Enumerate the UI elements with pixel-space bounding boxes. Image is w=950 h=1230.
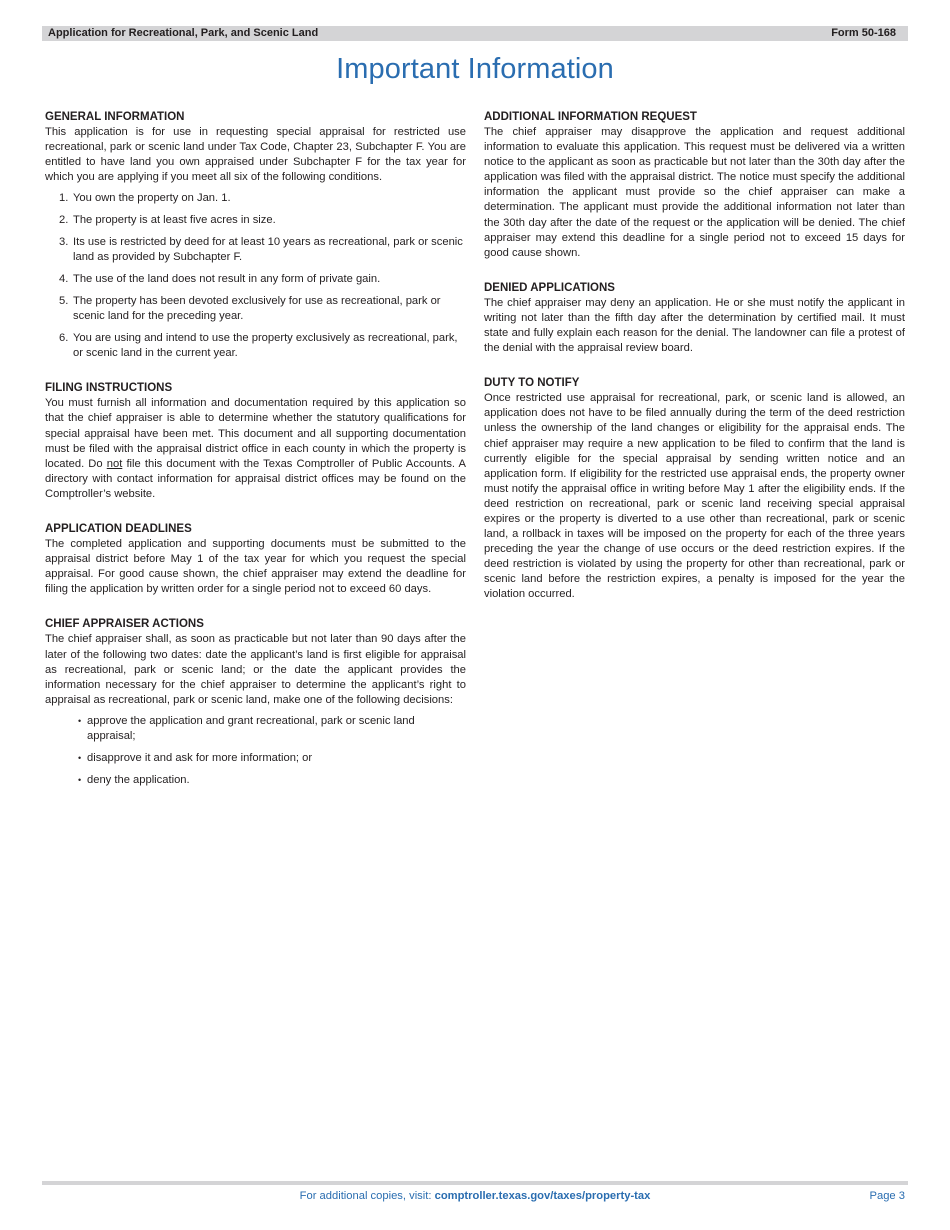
section-heading: DUTY TO NOTIFY [484,377,580,390]
filing-text: You must furnish all information and documentation required by this application so that the chief appraiser is able to determine whether the statutory qualifications for special appraisal have been met. This document and all supporting documentation must be filed with the appraisal district office in each county in which the property is located. Do not file this document with the Texas Comptroller of Public Accounts. A directory with contact information for appraisal district offices may be found on the Comptroller’s website. [45,397,466,500]
footer-link[interactable]: comptroller.texas.gov/taxes/property-tax [434,1190,651,1202]
general-information-section [45,110,466,361]
list-item: 6. You are using and intend to use the property exclusively as recreational, park, or scenic land in the current year. [59,332,458,360]
bullet-icon: • [78,774,82,785]
footer-prefix: For additional copies, visit: [299,1190,435,1202]
list-item: 1. You own the property on Jan. 1. [59,192,231,205]
list-item: 4. The use of the land does not result in any form of private gain. [59,273,381,286]
list-item: • approve the application and grant recreational, park or scenic land appraisal; [78,714,415,742]
application-deadlines-section [45,522,466,597]
general-intro: This application is for use in requesting special appraisal for restricted use recreational, park or scenic land under Tax Code, Chapter 23, Subchapter F. You are entitled to have land you own appraised under Subchapter F for the tax year for which you are applying if you meet all six of the following conditions. [45,126,466,184]
bullet-icon: • [78,715,82,726]
section-heading: FILING INSTRUCTIONS [45,382,173,395]
section-heading: GENERAL INFORMATION [45,111,185,123]
footer-divider [42,1181,908,1185]
footer-copies-note [0,1188,950,1204]
list-item: 3. Its use is restricted by deed for at least 10 years as recreational, park or scenic land as provided by Subchapter F. [59,236,463,264]
page-footer [0,1188,950,1204]
list-item: 2. The property is at least five acres in size. [59,214,276,227]
filing-instructions-section [45,381,466,502]
additional-information-request-section [484,110,905,261]
denied-text: The chief appraiser may deny an application. He or she must notify the applicant in writing not later than the fifth day after the determination by certified mail. It must state and fully explain each reason for the denial. The landowner can file a protest of the denial with the appraisal review board. [484,296,905,355]
page-number: Page 3 [869,1190,905,1202]
list-item: • disapprove it and ask for more information; or [78,751,313,764]
chief-appraiser-actions-section [45,617,466,787]
duty-text: Once restricted use appraisal for recreational, park, or scenic land is allowed, an application does not have to be filed annually during the term of the deed restriction unless the ownership of the land changes or eligibility for the appraisal ends. The chief appraiser may require a new application to be filed to confirm that the land is currently eligible for the special appraisal by sending written notice and an application form. If eligibility for the restricted use appraisal ends, the property owner must notify the appraisal office in writing before May 1 after the eligibility ends. If the deed restriction on recreational, park or scenic land receiving special appraisal expires or the property is diverted to a use other than recreational, park or scenic land, a rollback in taxes will be imposed on the property for each of the three years preceding the year the change of use occurs or the deed restriction expires. If the deed restriction is violated by using the property for other than recreational, park or scenic land before the restriction expires, a penalty is imposed for the year the violation occurred. [484,392,905,601]
list-item: • deny the application. [78,773,190,786]
deadlines-text: The completed application and supporting documents must be submitted to the appraisal district before May 1 of the tax year for which you request the special appraisal. For good cause shown, the chief appraiser may extend the deadline for filing the application by written order for a single period not to exceed 60 days. [45,538,466,596]
form-title: Application for Recreational, Park, and Scenic Land [48,27,319,39]
denied-applications-section [484,281,905,356]
form-number: Form 50-168 [831,27,896,39]
duty-to-notify-section [484,376,905,602]
bullet-icon: • [78,752,82,763]
section-heading: DENIED APPLICATIONS [484,281,615,294]
decisions-list [45,714,466,788]
list-item: 5. The property has been devoted exclusively for use as recreational, park or scenic land for the preceding year. [59,295,441,323]
section-heading: APPLICATION DEADLINES [45,523,192,536]
right-column [484,110,905,623]
section-heading: ADDITIONAL INFORMATION REQUEST [484,111,697,123]
section-heading: CHIEF APPRAISER ACTIONS [45,618,204,631]
actions-text: The chief appraiser shall, as soon as practicable but not later than 90 days after the later of the following two dates: date the applicant’s land is first eligible for appraisal as recreational, park or scenic land; or the date the applicant provides the information necessary for the chief appraiser to determine the applicant’s right to appraisal as recreational, park or scenic land, make one of the following decisions: [45,633,466,706]
additional-text: The chief appraiser may disapprove the application and request additional information to evaluate this application. This request must be delivered via a written notice to the applicant as soon as practicable but not later than the 30th day after the application was filed with the appraisal district. The notice must specify the additional information the applicant must provide so the chief appraiser can make a determination. The applicant must provide the additional information not later than the 30th day after the date of the request or the application will be denied. The chief appraiser may extend this deadline for a single period not to exceed 15 days for good cause shown. [484,126,905,259]
left-column [45,110,466,808]
page-title: Important Information [336,53,614,85]
conditions-list [45,191,466,361]
form-header-bar [42,26,908,41]
